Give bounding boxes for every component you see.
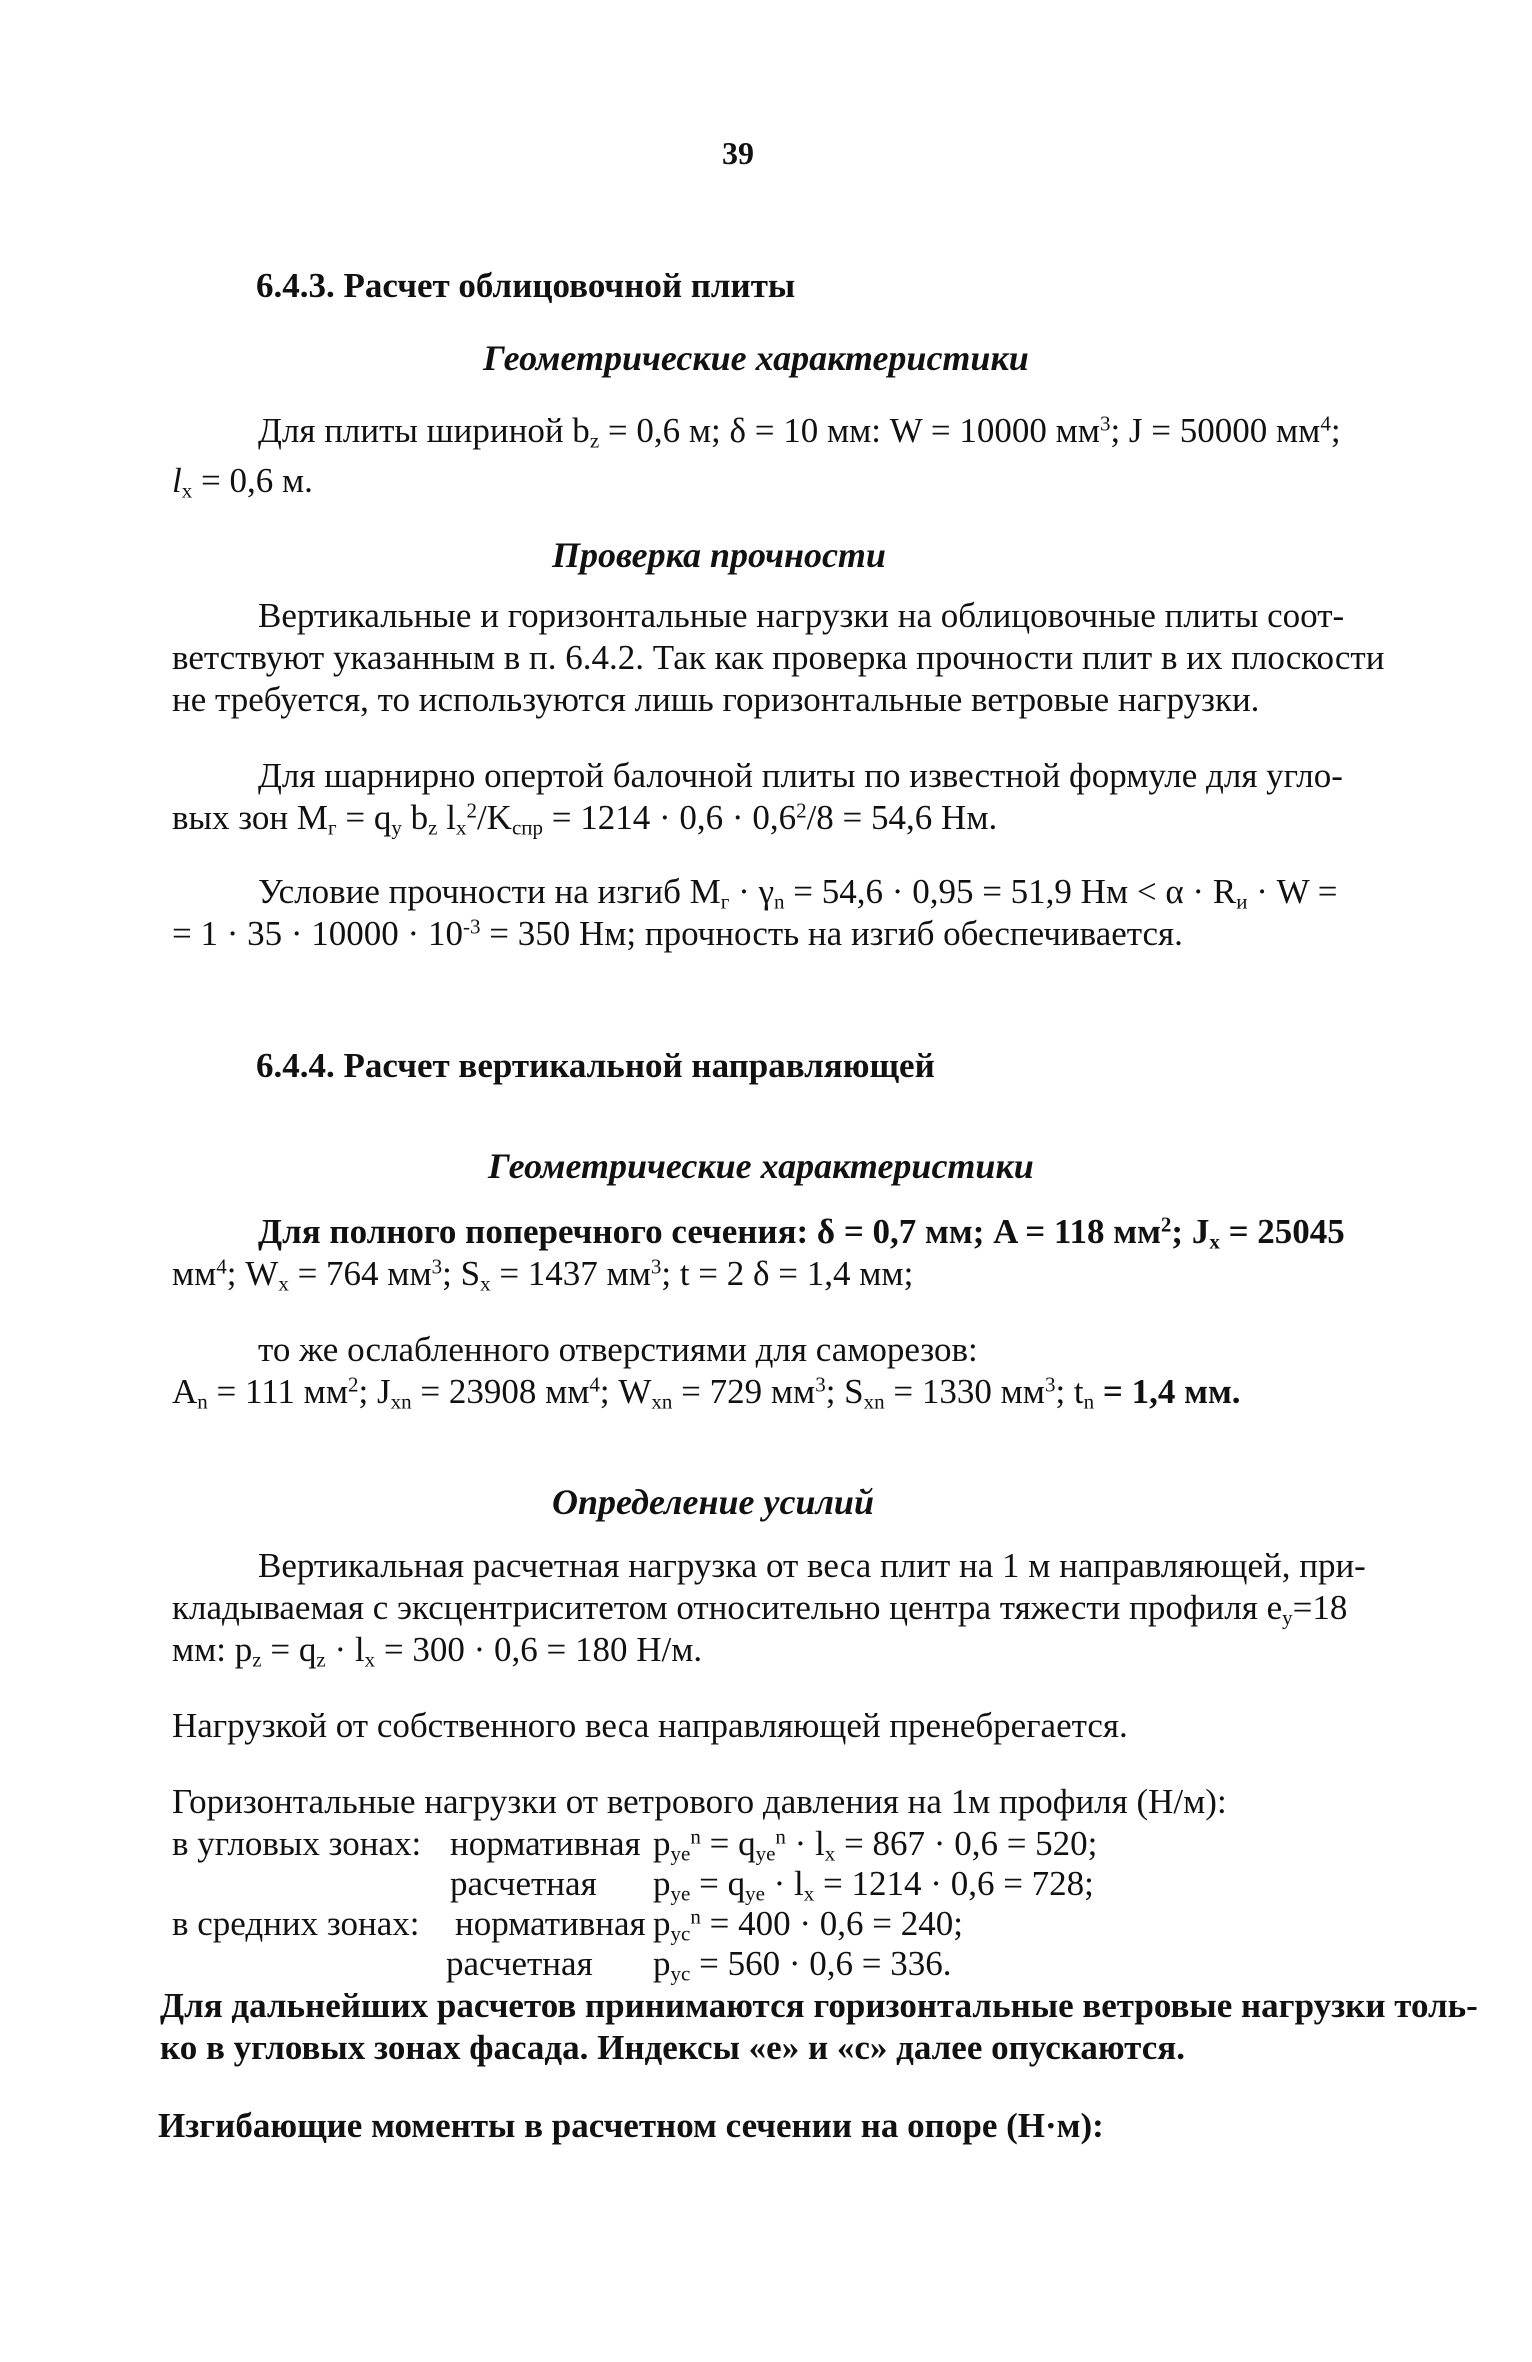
strength-paragraph-1-line-3: не требуется, то используются лишь горизонтальные ветровые нагрузки. [172, 680, 1260, 719]
geometry-title-2: Геометрические характеристики [488, 1146, 1034, 1186]
strength-paragraph-1-line-1: Вертикальные и горизонтальные нагрузки на облицовочные плиты соот- [258, 596, 1345, 635]
forces-paragraph-line-3: мм: $p_z = q_z \cdot l_x = 300 \cdot 0,6 = 180$ Н/м. [172, 1630, 703, 1672]
strength-title: Проверка прочности [552, 535, 886, 575]
section-heading-6-4-3: 6.4.3. Расчет облицовочной плиты [256, 266, 796, 305]
strength-paragraph-3-line-1: Условие прочности на изгиб $M_г \cdot \gamma_n = 54,6 \cdot 0,95 = 51,9$ Нм < $\alpha \cdot R_и \cdot W$ = [258, 872, 1338, 914]
corner-design-label: расчетная [450, 1864, 597, 1903]
weakened-section-line-1: то же ослабленного отверстиями для саморезов: [258, 1330, 978, 1369]
middle-normative-formula: $p_{yc}^n = 400 \cdot 0,6 = 240$; [653, 1904, 963, 1946]
middle-design-label: расчетная [446, 1944, 593, 1983]
corner-normative-label: нормативная [450, 1824, 641, 1863]
middle-normative-label: нормативная [455, 1904, 646, 1943]
corner-normative-formula: $p_{ye}^n = q_{ye}^n \cdot l_x = 867 \cdot 0,6 = 520$; [653, 1824, 1098, 1866]
geometry-title-1: Геометрические характеристики [483, 338, 1029, 378]
further-calculations-line-1: Для дальнейших расчетов принимаются горизонтальные ветровые нагрузки толь- [160, 1986, 1478, 2025]
corner-zones-label: в угловых зонах: [172, 1824, 422, 1863]
strength-paragraph-1-line-2: ветствуют указанным в п. 6.4.2. Так как проверка прочности плит в их плоскости [172, 638, 1385, 677]
corner-design-formula: $p_{ye} = q_{ye} \cdot l_x = 1214 \cdot 0,6 = 728$; [653, 1864, 1094, 1906]
middle-zones-label: в средних зонах: [172, 1904, 420, 1943]
further-calculations-line-2: ко в угловых зонах фасада. Индексы «е» и «с» далее опускаются. [160, 2028, 1185, 2067]
strength-paragraph-2-line-1: Для шарнирно опертой балочной плиты по известной формуле для угло- [258, 756, 1343, 795]
forces-title: Определение усилий [552, 1482, 874, 1522]
forces-paragraph-line-2: кладываемая с эксцентриситетом относительно центра тяжести профиля $e_y=18$ [172, 1588, 1348, 1630]
section-heading-6-4-4: 6.4.4. Расчет вертикальной направляющей [256, 1046, 935, 1085]
strength-paragraph-3-line-2: = $1 \cdot 35 \cdot 10000 \cdot 10^{-3} = 350$ Нм; прочность на изгиб обеспечивается. [172, 914, 1183, 953]
strength-paragraph-2-line-2: вых зон $M_г = q_y$ $b_z$ $l_x^2/K_{спр} = 1214 \cdot 0,6 \cdot 0,6^2/8 = 54,6$ Нм. [172, 798, 998, 840]
weakened-section-line-2: $A_n = 111$ $мм^2$; $J_{xn} = 23908$ $мм^4$; $W_{xn} = 729$ $мм^3$; $S_{xn} = 1330$ $мм^3$; $t_n = 1,4$ мм. [172, 1372, 1241, 1414]
forces-paragraph-line-1: Вертикальная расчетная нагрузка от веса плит на 1 м направляющей, при- [258, 1546, 1366, 1585]
geometry-text-line-2: $l_x = 0,6$ м. [172, 461, 313, 503]
full-section-line-1: Для полного поперечного сечения: δ = 0,7 мм; A = 118 $мм^2$; $J_x = 25045$ [258, 1212, 1345, 1254]
middle-design-formula: $p_{yc} = 560 \cdot 0,6 = 336$. [653, 1944, 952, 1986]
page-number: 39 [722, 135, 754, 171]
own-weight-note: Нагрузкой от собственного веса направляющей пренебрегается. [172, 1706, 1128, 1745]
horizontal-loads-title: Горизонтальные нагрузки от ветрового давления на 1м профиля (Н/м): [172, 1782, 1227, 1821]
full-section-line-2: $мм^4$; $W_x = 764$ $мм^3$; $S_x = 1437$ $мм^3$; t = 2 δ = 1,4 мм; [172, 1254, 914, 1296]
bending-moments-line: Изгибающие моменты в расчетном сечении на опоре (Н·м): [158, 2106, 1104, 2145]
geometry-text-line-1: Для плиты шириной $b_z = 0,6$ м; δ = 10 мм: W = 10000 $мм^3$; J = 50000 $мм^4$; [258, 411, 1341, 453]
